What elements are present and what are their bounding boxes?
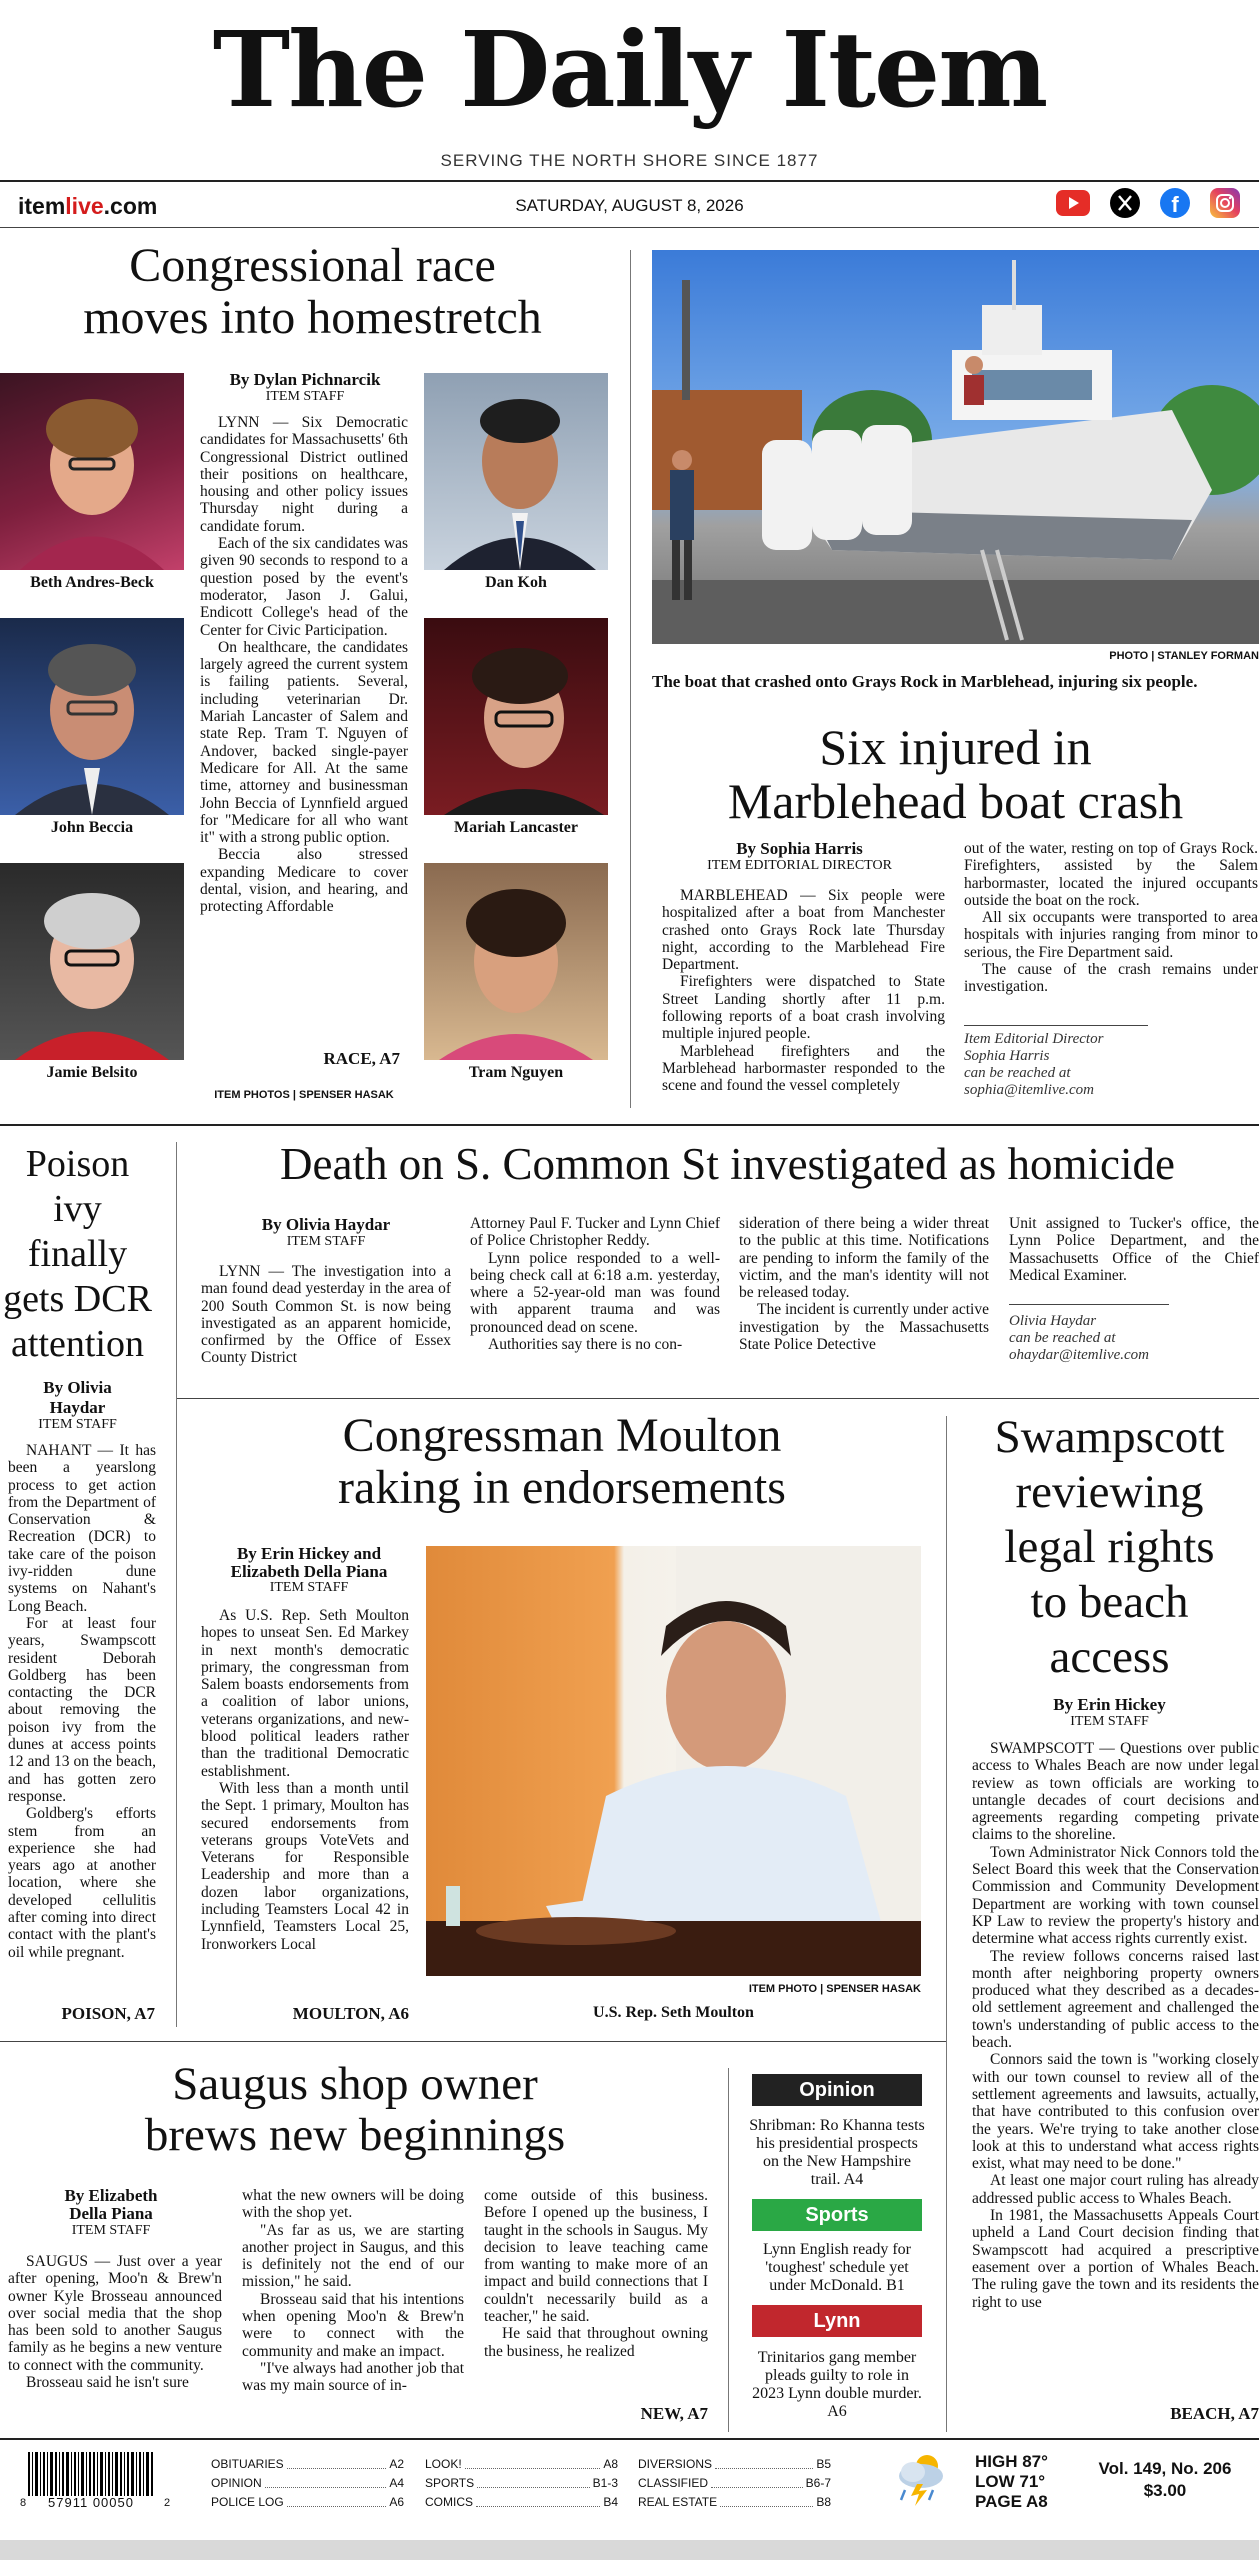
- index-page: B5: [816, 2457, 831, 2471]
- swampscott-jump[interactable]: BEACH, A7: [1170, 2404, 1259, 2423]
- signature-rule: [1009, 1304, 1169, 1305]
- boat-photo-credit: PHOTO | STANLEY FORMAN: [1109, 650, 1259, 662]
- byline-line: By Olivia: [43, 1378, 112, 1397]
- boat-headline-line-2: Marblehead boat crash: [727, 773, 1184, 829]
- moulton-bytitle: ITEM STAFF: [269, 1580, 349, 1595]
- boat-caption: The boat that crashed onto Grays Rock in Marblehead, injuring six people.: [652, 672, 1198, 691]
- index-leader: [476, 2493, 600, 2507]
- homicide-col3: [739, 1215, 989, 1353]
- candidate-name: Beth Andres-Beck: [30, 574, 154, 591]
- index-item[interactable]: [638, 2493, 831, 2512]
- instagram-icon[interactable]: [1210, 188, 1240, 218]
- paragraph: MARBLEHEAD — Six people were hospitalized after a boat from Manchester crashed onto Grays Rock late Thursday night, according to the Marblehead Fire Department.: [662, 887, 945, 974]
- sig-email[interactable]: sophia@itemlive.com: [964, 1082, 1095, 1098]
- saugus-col1: [8, 2253, 222, 2391]
- index-page: A6: [389, 2495, 404, 2509]
- paragraph: Authorities say there is no con-: [488, 1336, 683, 1354]
- weather-page[interactable]: PAGE A8: [975, 2492, 1048, 2511]
- paragraph: Lynn police responded to a well-being check call at 6:18 a.m. yesterday, where a 52-year-old man was found with apparent trauma and was pronounced dead on scene.: [470, 1249, 720, 1336]
- boat-body-col1: [662, 887, 945, 1095]
- byline-line: Elizabeth Della Piana: [230, 1562, 388, 1581]
- lynn-teaser[interactable]: Trinitarios gang member pleads guilty to role in 2023 Lynn double murder. A6: [752, 2349, 922, 2420]
- paragraph: The cause of the crash remains under investigation.: [964, 961, 1258, 996]
- sports-teaser[interactable]: Lynn English ready for 'toughest' schedule yet under McDonald. B1: [763, 2241, 911, 2294]
- moulton-headline-line-2: raking in endorsements: [338, 1460, 786, 1514]
- swampscott-body: [972, 1740, 1259, 2311]
- sports-label[interactable]: Sports: [752, 2199, 922, 2231]
- moulton-body: [201, 1607, 409, 1953]
- byline-line: By Elizabeth: [64, 2186, 158, 2205]
- opinion-label[interactable]: Opinion: [752, 2074, 922, 2106]
- homicide-byline: By Olivia Haydar: [261, 1215, 391, 1234]
- index-leader: [287, 2455, 387, 2469]
- issue-date: SATURDAY, AUGUST 8, 2026: [515, 196, 744, 215]
- paragraph: For at least four years, Swampscott resident Deborah Goldberg has been contacting the DCR about removing the poison ivy from the dunes at access points 12 and 13 on the beach, and has gotten zero response.: [8, 1614, 156, 1805]
- nav-rule: [0, 227, 1259, 228]
- saugus-headline[interactable]: [0, 2059, 710, 2161]
- lynn-label[interactable]: Lynn: [752, 2305, 922, 2337]
- weather-low: LOW 71°: [975, 2472, 1046, 2491]
- paragraph: "As far as us, we are starting another project in Saugus, and this is definitely not the end of our mission," he said.: [242, 2221, 464, 2291]
- paragraph: SAUGUS — Just over a year after opening, Moo'n & Brew'n owner Kyle Brosseau announced over social media that the shop has been sold to another Saugus family as he begins a new venture to connect with the community.: [8, 2253, 222, 2374]
- sig-line: can be reached at: [964, 1065, 1071, 1081]
- paragraph: come outside of this business. Before I opened up the business, I taught in the schools in Saugus. My decision to leave teaching came from wanting to make more of an impact and build connections that I couldn't necessarily build as a teacher," he said.: [484, 2187, 708, 2326]
- paragraph: Marblehead firefighters and the Marblehead harbormaster responded to the scene and found the vessel completely: [662, 1042, 945, 1095]
- candidate-photo: [0, 618, 184, 815]
- opinion-teaser[interactable]: Shribman: Ro Khanna tests his presidential prospects on the New Hampshire trail. A4: [749, 2117, 925, 2188]
- barcode-digits: 57911 00050: [48, 2495, 134, 2510]
- paragraph: He said that throughout owning the business, he realized: [484, 2325, 708, 2360]
- index-leader: [465, 2455, 601, 2469]
- facebook-icon[interactable]: f: [1160, 188, 1190, 218]
- paragraph: Brosseau said he isn't sure: [26, 2374, 189, 2392]
- paragraph: Unit assigned to Tucker's office, the Lynn Police Department, and the Massachusetts Office of the Chief Medical Examiner.: [1009, 1215, 1259, 1284]
- paragraph: SWAMPSCOTT — Questions over public access to Whales Beach are now under legal review as town officials are working to untangle decades of court decisions and agreements regarding competing private claims to the shoreline.: [972, 1740, 1259, 1844]
- candidate-photo: [0, 863, 184, 1060]
- ivy-headline-line: finally: [27, 1233, 128, 1275]
- paragraph: what the new owners will be doing with the shop yet.: [242, 2187, 464, 2222]
- footer-rule: [0, 2438, 1259, 2440]
- section-rule: [0, 2041, 946, 2042]
- saugus-headline-line-1: Saugus shop owner: [172, 2058, 538, 2110]
- candidate-photo: [424, 373, 608, 570]
- byline-line: Haydar: [49, 1398, 106, 1417]
- index-column: [425, 2455, 618, 2512]
- moulton-headline-line-1: Congressman Moulton: [342, 1409, 782, 1462]
- logo-prefix: item: [18, 193, 66, 219]
- storm-cloud-icon: [893, 2450, 949, 2506]
- section-rule: [0, 1124, 1259, 1126]
- paragraph: out of the water, resting on top of Grays Rock. Firefighters, assisted by the Salem harbormaster, located the injured occupants outside the boat on the rock.: [964, 840, 1258, 909]
- congress-jump[interactable]: RACE, A7: [323, 1049, 400, 1068]
- sig-line: can be reached at: [1009, 1330, 1116, 1346]
- signature-rule: [964, 1025, 1148, 1026]
- paragraph: As U.S. Rep. Seth Moulton hopes to unseat Sen. Ed Markey in next month's democratic primary, the congressman from Salem boasts endorsements from a coalition of labor unions, veterans organizations, and new-blood political leaders rather than the traditional Democratic establishment.: [201, 1607, 409, 1780]
- candidate-photo: [424, 863, 608, 1060]
- paragraph: All six occupants were transported to area hospitals with injuries ranging from minor to serious, the Fire Department said.: [964, 909, 1258, 961]
- paragraph: "I've always had another job that was my main source of in-: [242, 2359, 464, 2395]
- index-label: REAL ESTATE: [638, 2495, 718, 2509]
- paragraph: Connors said the town is "working closely with our town counsel to review all of the settlement agreements and lawsuits, actually, that have contributed to this confusion over the years. We're trying to take another close look at this to understand what access rights exist, what may need to be done.": [972, 2051, 1259, 2173]
- homicide-col1: [201, 1263, 451, 1367]
- boat-body-col2: [964, 840, 1258, 996]
- page-bottom-bar: [0, 2540, 1259, 2560]
- congress-body: [200, 414, 408, 916]
- saugus-jump[interactable]: NEW, A7: [640, 2404, 708, 2423]
- index-leader: [711, 2474, 803, 2488]
- index-label: OBITUARIES: [211, 2457, 284, 2471]
- logo-suffix: .com: [103, 193, 158, 219]
- ivy-jump[interactable]: POISON, A7: [61, 2004, 155, 2023]
- paragraph: The incident is currently under active investigation by the Massachusetts State Police Detective: [739, 1301, 989, 1354]
- column-divider: [176, 1142, 177, 2027]
- index-label: POLICE LOG: [211, 2495, 284, 2509]
- index-leader: [477, 2474, 590, 2488]
- index-page: B1-3: [592, 2476, 618, 2490]
- swampscott-byline: By Erin Hickey: [1053, 1695, 1166, 1714]
- paragraph: Attorney Paul F. Tucker and Lynn Chief of Police Christopher Reddy.: [470, 1215, 720, 1250]
- byline-line: By Erin Hickey and: [236, 1544, 382, 1563]
- index-leader: [265, 2474, 387, 2488]
- saugus-col2: [242, 2187, 464, 2395]
- index-page: B4: [603, 2495, 618, 2509]
- ivy-headline-line: ivy: [53, 1188, 102, 1230]
- boat-photo: [652, 250, 1259, 644]
- index-column: [211, 2455, 404, 2512]
- paragraph: Each of the six candidates was given 90 seconds to respond to a question posed by the event's moderator, Jason J. Galui, Endicott College's head of the Center for Civic Participation.: [200, 535, 408, 639]
- moulton-photo-credit: ITEM PHOTO | SPENSER HASAK: [748, 1983, 921, 1995]
- boat-headline-line-1: Six injured in: [819, 719, 1092, 775]
- ivy-headline-line: Poison: [25, 1143, 130, 1185]
- ivy-headline[interactable]: [0, 1142, 155, 1367]
- swampscott-bytitle: ITEM STAFF: [1070, 1714, 1149, 1729]
- ivy-headline-line: gets DCR: [3, 1278, 152, 1320]
- boat-byline: By Sophia Harris: [736, 839, 863, 858]
- paragraph: In 1981, the Massachusetts Appeals Court upheld a Land Court decision finding that Swampscott had acquired a prescriptive easement over a portion of Whales Beach. The ruling gave the town and its residents the right to use: [972, 2207, 1259, 2311]
- swampscott-headline-line: to beach: [1030, 1576, 1189, 1628]
- congress-headline[interactable]: [0, 240, 625, 344]
- index-page: B8: [816, 2495, 831, 2509]
- homicide-headline[interactable]: Death on S. Common St investigated as homicide: [280, 1139, 1175, 1189]
- index-item[interactable]: [425, 2455, 618, 2474]
- byline-line: Della Piana: [69, 2204, 153, 2223]
- column-divider: [728, 2068, 729, 2432]
- paragraph: Firefighters were dispatched to State Street Landing shortly after 11 p.m. following reports of a boat crash involving multiple injured people.: [662, 973, 945, 1043]
- sig-line: Item Editorial Director: [964, 1031, 1104, 1047]
- homicide-signature: [1009, 1313, 1259, 1364]
- index-label: CLASSIFIED: [638, 2476, 709, 2490]
- column-divider: [630, 250, 631, 1108]
- index-page: A8: [603, 2457, 618, 2471]
- ivy-byline: [0, 1378, 155, 1418]
- ivy-body: [8, 1442, 156, 1961]
- index-item[interactable]: [638, 2455, 831, 2474]
- index-item[interactable]: [425, 2474, 618, 2493]
- index-column: [638, 2455, 831, 2512]
- index-page: A2: [389, 2457, 404, 2471]
- index-leader: [287, 2493, 387, 2507]
- candidate-name: John Beccia: [50, 819, 134, 836]
- candidate-name: Dan Koh: [485, 574, 547, 591]
- paragraph: Town Administrator Nick Connors told the Select Board this week that the Conservation Commission and Community Development Department are working with town counsel KP Law to review the property's history and determine what access rights currently exist.: [972, 1843, 1259, 1948]
- paragraph: LYNN — The investigation into a man found dead yesterday in the area of 200 South Common St. is now being investigated as an apparent homicide, confirmed by the Office of Essex County District: [201, 1263, 451, 1367]
- section-rule: [177, 1398, 1259, 1399]
- barcode-left-digit: 8: [20, 2497, 27, 2509]
- paragraph: On healthcare, the candidates largely agreed the current system is failing patients. Several, including veterinarian Dr. Mariah Lancaster of Salem and state Rep. Tram T. Nguyen of Andover, backed single-payer Medicare for All. At the same time, attorney and businessman John Beccia of Lynnfield argued for "Medicare for all who want it" with a strong public option.: [200, 638, 408, 847]
- index-leader: [715, 2455, 813, 2469]
- swampscott-headline-line: Swampscott: [994, 1411, 1225, 1463]
- sig-line: Olivia Haydar: [1009, 1313, 1097, 1329]
- congress-headline-line-1: Congressional race: [129, 239, 496, 292]
- masthead-title: The Daily Item: [212, 8, 1047, 131]
- index-page: A4: [389, 2476, 404, 2490]
- saugus-col3: [484, 2187, 708, 2360]
- ivy-bytitle: ITEM STAFF: [38, 1417, 117, 1432]
- candidate-name: Tram Nguyen: [468, 1064, 564, 1081]
- paragraph: NAHANT — It has been a yearslong process to get action from the Department of Conservation & Recreation (DCR) to take care of the poison ivy-ridden dune systems on Nahant's Long Beach.: [8, 1442, 156, 1615]
- moulton-jump[interactable]: MOULTON, A6: [292, 2004, 409, 2023]
- column-divider: [946, 1416, 947, 2432]
- index-label: OPINION: [211, 2476, 262, 2490]
- masthead-tagline: SERVING THE NORTH SHORE SINCE 1877: [440, 151, 819, 170]
- homicide-bytitle: ITEM STAFF: [286, 1234, 366, 1249]
- paragraph: LYNN — Six Democratic candidates for Massachusetts' 6th Congressional District outlined their positions on healthcare, housing and other policy issues Thursday night during a candidate forum.: [200, 414, 408, 535]
- paragraph: Beccia also stressed expanding Medicare to cover dental, vision, and hearing, and protecting Affordable: [200, 846, 408, 916]
- index-leader: [720, 2493, 813, 2507]
- swampscott-headline[interactable]: [960, 1410, 1259, 1685]
- index-item[interactable]: [638, 2474, 831, 2493]
- swampscott-headline-line: legal rights: [1004, 1521, 1215, 1573]
- sig-line: Sophia Harris: [964, 1048, 1050, 1064]
- sig-email[interactable]: ohaydar@itemlive.com: [1009, 1347, 1150, 1363]
- index-item[interactable]: [211, 2493, 404, 2512]
- weather-high: HIGH 87°: [975, 2452, 1048, 2471]
- congress-headline-line-2: moves into homestretch: [83, 290, 542, 344]
- index-item[interactable]: [211, 2474, 404, 2493]
- moulton-byline: [196, 1545, 422, 1581]
- index-label: COMICS: [425, 2495, 473, 2509]
- saugus-headline-line-2: brews new beginnings: [144, 2108, 566, 2161]
- boat-signature: [964, 1031, 1258, 1099]
- ivy-headline-line: attention: [11, 1323, 144, 1365]
- index-label: SPORTS: [425, 2476, 475, 2490]
- congress-byline: By Dylan Pichnarcik: [229, 370, 381, 389]
- candidate-photo: [0, 373, 184, 570]
- masthead-rule: [0, 180, 1259, 182]
- x-icon[interactable]: [1110, 188, 1140, 218]
- congress-photo-credit: ITEM PHOTOS | SPENSER HASAK: [214, 1089, 394, 1101]
- candidate-name: Jamie Belsito: [46, 1064, 138, 1081]
- boat-bytitle: ITEM EDITORIAL DIRECTOR: [707, 858, 892, 873]
- congress-bytitle: ITEM STAFF: [265, 389, 345, 404]
- issue-price: $3.00: [1143, 2481, 1187, 2500]
- volume-number: Vol. 149, No. 206: [1098, 2459, 1232, 2478]
- saugus-byline: [0, 2187, 222, 2223]
- barcode-right-digit: 2: [164, 2497, 171, 2509]
- youtube-icon[interactable]: [1056, 190, 1090, 216]
- weather-forecast: [975, 2452, 1075, 2512]
- index-item[interactable]: [425, 2493, 618, 2512]
- candidate-photo: [424, 618, 608, 815]
- moulton-caption: U.S. Rep. Seth Moulton: [593, 2004, 754, 2021]
- logo-accent: live: [65, 193, 104, 219]
- homicide-col2: [470, 1215, 720, 1353]
- paragraph: Goldberg's efforts stem from an experience she had years ago at another location, where she developed cellulitis after coming into direct contact with the plant's oil while pregnant.: [8, 1805, 156, 1961]
- boat-headline[interactable]: [652, 720, 1259, 828]
- index-page: B6-7: [805, 2476, 831, 2490]
- index-label: DIVERSIONS: [638, 2457, 713, 2471]
- candidate-name: Mariah Lancaster: [454, 819, 578, 836]
- swampscott-headline-line: access: [1049, 1631, 1170, 1683]
- paragraph: Brosseau said that his intentions when opening Moo'n & Brew'n were to connect with the community and make an impact.: [242, 2290, 464, 2360]
- issue-info: [1085, 2458, 1245, 2502]
- paragraph: The review follows concerns raised last month after neighboring property owners produced what they described as a decades-old settlement agreement and challenged the town's understanding of public access to the beach.: [972, 1947, 1259, 2052]
- paragraph: At least one major court ruling has already addressed public access to Whales Beach.: [972, 2172, 1259, 2207]
- saugus-bytitle: ITEM STAFF: [71, 2223, 151, 2238]
- homicide-col4: [1009, 1215, 1259, 1284]
- index-label: LOOK!: [425, 2457, 462, 2471]
- paragraph: sideration of there being a wider threat to the public at this time. Notifications are pending to inform the family of the victim, and the man's identity will not be released today.: [739, 1215, 989, 1302]
- index-item[interactable]: [211, 2455, 404, 2474]
- moulton-photo: [426, 1546, 921, 1976]
- swampscott-headline-line: reviewing: [1015, 1466, 1204, 1518]
- paragraph: With less than a month until the Sept. 1 primary, Moulton has secured endorsements from veterans groups VoteVets and Veterans for Responsible Leadership and more than a dozen labor organizations, including Teamsters Local 42 in Lynnfield, Teamsters Local 25, Ironworkers Local: [201, 1779, 409, 1953]
- moulton-headline[interactable]: [196, 1410, 928, 1514]
